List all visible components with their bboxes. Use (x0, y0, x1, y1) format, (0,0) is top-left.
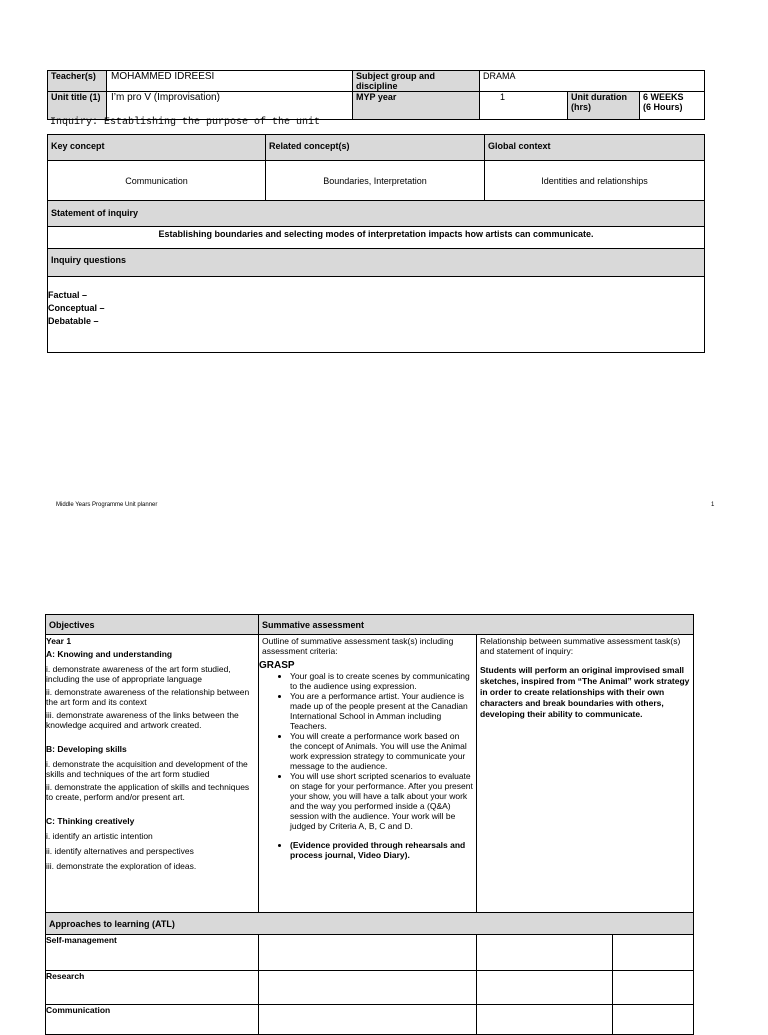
related-concept-value: Boundaries, Interpretation (266, 161, 485, 201)
atl-row-label: Communication (46, 1005, 259, 1035)
myp-year-value: 1 (480, 92, 568, 120)
atl-cell (259, 971, 477, 1005)
duration-weeks: 6 WEEKS (643, 92, 684, 102)
atl-cell (613, 1005, 694, 1035)
criterion-c-item: i. identify an artistic intention (46, 831, 153, 841)
objectives-header: Objectives (46, 615, 259, 635)
year-label: Year 1 (46, 636, 72, 646)
page-number: 1 (711, 502, 715, 508)
atl-row-label: Research (46, 971, 259, 1005)
criterion-b-title: B: Developing skills (46, 744, 127, 754)
debatable-question: Debatable – (48, 316, 99, 326)
subject-label: Subject group and discipline (353, 71, 480, 92)
criterion-b-item: ii. demonstrate the application of skills and techniques to create, perform and/or present art. (46, 782, 250, 802)
objectives-table (45, 614, 694, 1035)
outline-label: Outline of summative assessment task(s) including assessment criteria: (262, 636, 454, 656)
summative-relationship-cell (477, 635, 694, 913)
objectives-cell (46, 635, 259, 913)
conceptual-question: Conceptual – (48, 303, 105, 313)
myp-year-label: MYP year (353, 92, 480, 120)
atl-cell (259, 935, 477, 971)
statement-label: Statement of inquiry (48, 201, 705, 227)
criterion-c-item: ii. identify alternatives and perspectives (46, 846, 194, 856)
atl-header: Approaches to learning (ATL) (46, 913, 694, 935)
atl-cell (259, 1005, 477, 1035)
criterion-b-item: i. demonstrate the acquisition and development of the skills and techniques of the art form studied (46, 759, 248, 779)
atl-cell (477, 935, 613, 971)
inquiry-questions-cell (48, 277, 705, 353)
concepts-table (47, 134, 705, 353)
relationship-text: Students will perform an original improvised small sketches, inspired from “The Animal” work strategy in order to create relationships with their own characters and break boundaries with others, developing their ability to communicate. (480, 665, 690, 719)
atl-cell (477, 1005, 613, 1035)
statement-value: Establishing boundaries and selecting modes of interpretation impacts how artists can communicate. (48, 227, 705, 249)
unit-header-table (47, 70, 705, 120)
criterion-c-title: C: Thinking creatively (46, 816, 135, 826)
subject-value: DRAMA (480, 71, 705, 92)
footer-left: Middle Years Programme Unit planner (56, 502, 158, 508)
atl-cell (477, 971, 613, 1005)
inquiry-heading: Inquiry: Establishing the purpose of the unit (50, 117, 321, 128)
grasp-bullet: • You will create a performance work based on the concept of Animals. You will use the Animal work expression strategy to communicate your message to the audience. (290, 731, 473, 771)
summative-outline-cell (259, 635, 477, 913)
grasp-label: GRASP (259, 660, 295, 671)
teacher-value: MOHAMMED IDREESI (107, 71, 353, 92)
criterion-a-item: iii. demonstrate awareness of the links between the knowledge acquired and artwork created. (46, 710, 239, 730)
criterion-c-item: iii. demonstrate the exploration of ideas. (46, 861, 197, 871)
teacher-label: Teacher(s) (48, 71, 107, 92)
atl-cell (613, 935, 694, 971)
factual-question: Factual – (48, 290, 88, 300)
relationship-label: Relationship between summative assessment task(s) and statement of inquiry: (480, 636, 681, 656)
grasp-bullet: • Your goal is to create scenes by communicating to the audience using expression. (290, 671, 473, 691)
key-concept-label: Key concept (48, 135, 266, 161)
grasp-bullet: • You are a performance artist. Your audience is made up of the people present at the Canadian International School in Amman including Teachers. (290, 691, 473, 731)
global-context-label: Global context (485, 135, 705, 161)
inquiry-questions-label: Inquiry questions (48, 249, 705, 277)
atl-cell (613, 971, 694, 1005)
atl-row-label: Self-management (46, 935, 259, 971)
unit-title-value: I’m pro V (Improvisation) (107, 92, 353, 120)
grasp-list (262, 671, 473, 860)
duration-value (640, 92, 705, 120)
duration-hours: (6 Hours) (643, 102, 683, 112)
criterion-a-title: A: Knowing and understanding (46, 649, 173, 659)
key-concept-value: Communication (48, 161, 266, 201)
evidence-bullet: • (Evidence provided through rehearsals and process journal, Video Diary). (290, 840, 473, 860)
summative-header: Summative assessment (259, 615, 694, 635)
related-concept-label: Related concept(s) (266, 135, 485, 161)
criterion-a-item: ii. demonstrate awareness of the relationship between the art form and its context (46, 687, 250, 707)
global-context-value: Identities and relationships (485, 161, 705, 201)
criterion-a-item: i. demonstrate awareness of the art form studied, including the use of appropriate language (46, 664, 231, 684)
duration-label: Unit duration (hrs) (568, 92, 640, 120)
grasp-bullet: • You will use short scripted scenarios to evaluate on stage for your performance. After you present your show, you will have a talk about your work and the way you performed inside a (Q&A) session with the audience. Your work will be judged by Criteria A, B, C and D. (290, 771, 473, 831)
unit-title-label: Unit title (1) (48, 92, 107, 120)
